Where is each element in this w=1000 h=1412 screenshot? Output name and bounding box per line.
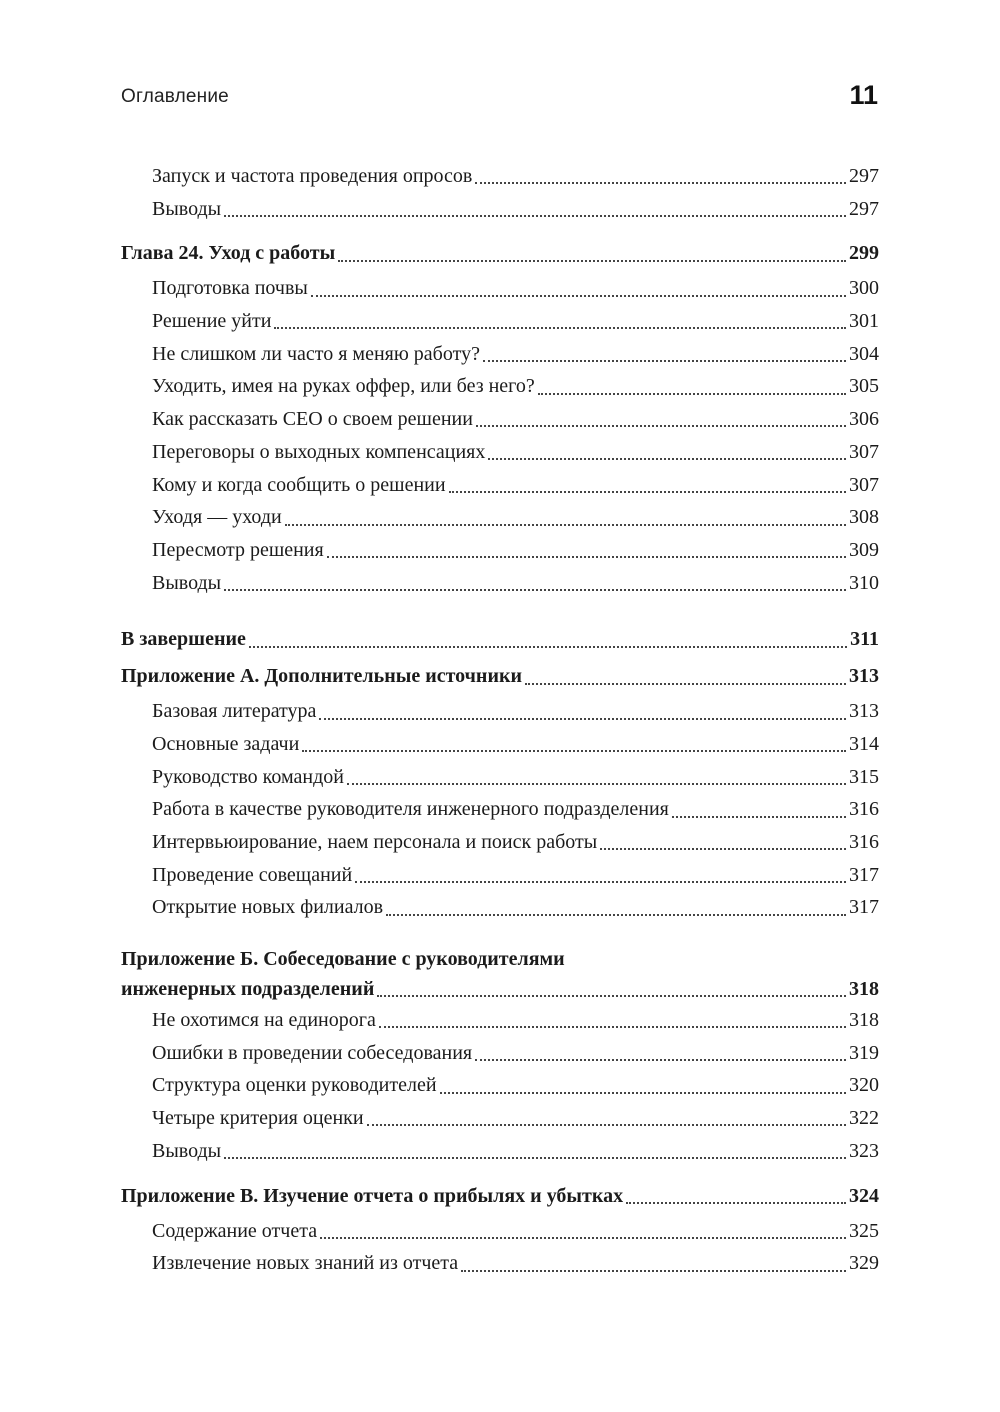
dot-leader (379, 1026, 846, 1028)
toc-entry-title: Пересмотр решения (152, 538, 324, 561)
toc-entry-title: Основные задачи (152, 732, 300, 755)
toc-entry-title: Запуск и частота проведения опросов (152, 165, 473, 187)
dot-leader (600, 848, 846, 850)
toc-entry[interactable] (121, 1037, 879, 1070)
dot-leader (525, 683, 846, 685)
dot-leader (320, 1237, 846, 1239)
dot-leader (626, 1202, 846, 1204)
toc-entry-page: 297 (849, 165, 879, 187)
toc-entry-page: 315 (849, 765, 879, 788)
dot-leader (347, 783, 846, 785)
dot-leader (327, 556, 846, 558)
toc-entry[interactable] (121, 338, 879, 371)
toc-entry-title: Выводы (152, 1139, 222, 1162)
toc-entry[interactable] (121, 534, 879, 567)
toc-entry[interactable] (121, 793, 879, 826)
toc-entry[interactable] (121, 370, 879, 403)
toc-entry-page: 309 (849, 538, 879, 561)
toc-entry-page: 305 (849, 375, 879, 398)
toc-entry-title: Ошибки в проведении собеседования (152, 1041, 473, 1064)
toc-entry[interactable] (121, 859, 879, 892)
toc-entry[interactable] (121, 1247, 879, 1280)
chapter-title: Приложение А. Дополнительные источники (121, 665, 523, 688)
toc-appendix-a[interactable] (121, 658, 879, 695)
toc-entry[interactable] (121, 1004, 879, 1037)
chapter-page: 318 (849, 978, 879, 1001)
toc-entry-page: 301 (849, 310, 879, 333)
toc-entry[interactable] (121, 469, 879, 502)
dot-leader (274, 327, 846, 329)
dot-leader (224, 1157, 846, 1159)
dot-leader (672, 816, 846, 818)
dot-leader (483, 360, 846, 362)
toc-entry[interactable] (121, 403, 879, 436)
toc-appendix-b[interactable] (121, 944, 879, 1004)
toc-entry-page: 300 (849, 277, 879, 300)
dot-leader (224, 589, 846, 591)
toc-conclusion[interactable] (121, 621, 879, 658)
toc-entry-title: Работа в качестве руководителя инженерного подразделения (152, 798, 669, 821)
toc-entry[interactable] (121, 891, 879, 924)
toc-entry-title: Выводы (152, 571, 222, 594)
dot-leader (538, 393, 846, 395)
toc-entry-title: Интервьюирование, наем персонала и поиск работы (152, 831, 598, 853)
dot-leader (449, 491, 846, 493)
toc-entry-title: Не слишком ли часто я меняю работу? (152, 342, 480, 365)
toc-entry-page: 307 (849, 473, 879, 496)
toc-entry-page: 316 (849, 831, 879, 853)
toc-entry-page: 329 (849, 1252, 879, 1275)
toc-entry-title: Кому и когда сообщить о решении (152, 473, 446, 496)
toc-entry[interactable] (121, 1215, 879, 1248)
chapter-title: Глава 24. Уход с работы (121, 242, 336, 265)
toc-entry-page: 316 (849, 798, 879, 821)
toc-entry-title: Уходя — уходи (152, 506, 282, 529)
dot-leader (311, 295, 846, 297)
toc-entry-page: 313 (849, 700, 879, 723)
toc-appendix-c[interactable] (121, 1178, 879, 1215)
chapter-page: 313 (849, 665, 879, 688)
toc-entry[interactable] (121, 1135, 879, 1168)
toc-entry-title: Структура оценки руководителей (152, 1074, 437, 1097)
toc-entry-page: 308 (849, 506, 879, 529)
toc-entry[interactable] (121, 272, 879, 305)
toc-entry-page: 306 (849, 408, 879, 431)
dot-leader (285, 524, 846, 526)
toc-entry[interactable] (121, 193, 879, 226)
dot-leader (249, 646, 847, 648)
dot-leader (476, 425, 846, 427)
dot-leader (224, 215, 846, 217)
toc-entry-title: Содержание отчета (152, 1219, 318, 1242)
chapter-title: В завершение (121, 628, 246, 651)
dot-leader (386, 914, 846, 916)
toc-entry[interactable] (121, 567, 879, 600)
toc-entry-page: 323 (849, 1139, 879, 1162)
toc-entry-page: 310 (849, 571, 879, 594)
toc-entry-page: 304 (849, 342, 879, 365)
toc-entry[interactable] (121, 436, 879, 469)
toc-entry[interactable] (121, 160, 879, 193)
page-number: 11 (849, 80, 878, 110)
chapter-page: 299 (849, 242, 879, 265)
toc-entry-title: Базовая литература (152, 700, 317, 723)
toc-entry[interactable] (121, 761, 879, 794)
toc-entry-page: 318 (849, 1009, 879, 1032)
toc-entry-page: 297 (849, 197, 879, 220)
toc-entry-page: 325 (849, 1219, 879, 1242)
toc-entry[interactable] (121, 826, 879, 859)
dot-leader (440, 1092, 846, 1094)
toc-entry-page: 319 (849, 1041, 879, 1064)
chapter-title-line-2-row (121, 974, 879, 1004)
toc-entry-title: Выводы (152, 197, 222, 220)
dot-leader (475, 182, 846, 184)
toc-entry[interactable] (121, 728, 879, 761)
dot-leader (461, 1270, 846, 1272)
dot-leader (377, 995, 846, 997)
toc-entry[interactable] (121, 1069, 879, 1102)
toc-entry-title: Четыре критерия оценки (152, 1107, 364, 1130)
toc-entry-title: Открытие новых филиалов (152, 896, 384, 919)
running-title: Оглавление (121, 86, 229, 107)
toc-entry-title: Руководство командой (152, 765, 344, 788)
dot-leader (367, 1124, 846, 1126)
toc-entry-title: Решение уйти (152, 310, 272, 333)
dot-leader (475, 1059, 846, 1061)
toc-entry-title: Как рассказать CEO о своем решении (152, 408, 473, 431)
toc-entry-title: Проведение совещаний (152, 863, 353, 886)
toc-entry-page: 320 (849, 1074, 879, 1097)
toc-entry-page: 322 (849, 1107, 879, 1130)
toc-entry-page: 317 (849, 863, 879, 886)
toc-entry-page: 314 (849, 732, 879, 755)
table-of-contents (121, 160, 879, 1280)
chapter-title-line-1: Приложение Б. Собеседование с руководителями (121, 948, 565, 971)
dot-leader (319, 718, 846, 720)
toc-entry[interactable] (121, 305, 879, 338)
toc-entry[interactable] (121, 501, 879, 534)
dot-leader (302, 750, 846, 752)
dot-leader (488, 458, 846, 460)
chapter-page: 324 (849, 1184, 879, 1207)
toc-entry[interactable] (121, 695, 879, 728)
toc-entry-title: Извлечение новых знаний из отчета (152, 1252, 459, 1275)
toc-entry-page: 307 (849, 440, 879, 463)
toc-entry-page: 317 (849, 896, 879, 919)
toc-entry[interactable] (121, 1102, 879, 1135)
chapter-page: 311 (850, 628, 879, 651)
toc-entry-title: Переговоры о выходных компенсациях (152, 440, 486, 463)
toc-entry-title: Подготовка почвы (152, 277, 308, 300)
toc-entry-title: Уходить, имея на руках оффер, или без него? (152, 375, 535, 398)
toc-chapter-24[interactable] (121, 235, 879, 272)
toc-entry-title: Не охотимся на единорога (152, 1009, 376, 1032)
chapter-title: Приложение В. Изучение отчета о прибылях и убытках (121, 1184, 624, 1207)
chapter-title-line-2: инженерных подразделений (121, 978, 375, 1001)
dot-leader (355, 881, 846, 883)
dot-leader (338, 260, 846, 262)
